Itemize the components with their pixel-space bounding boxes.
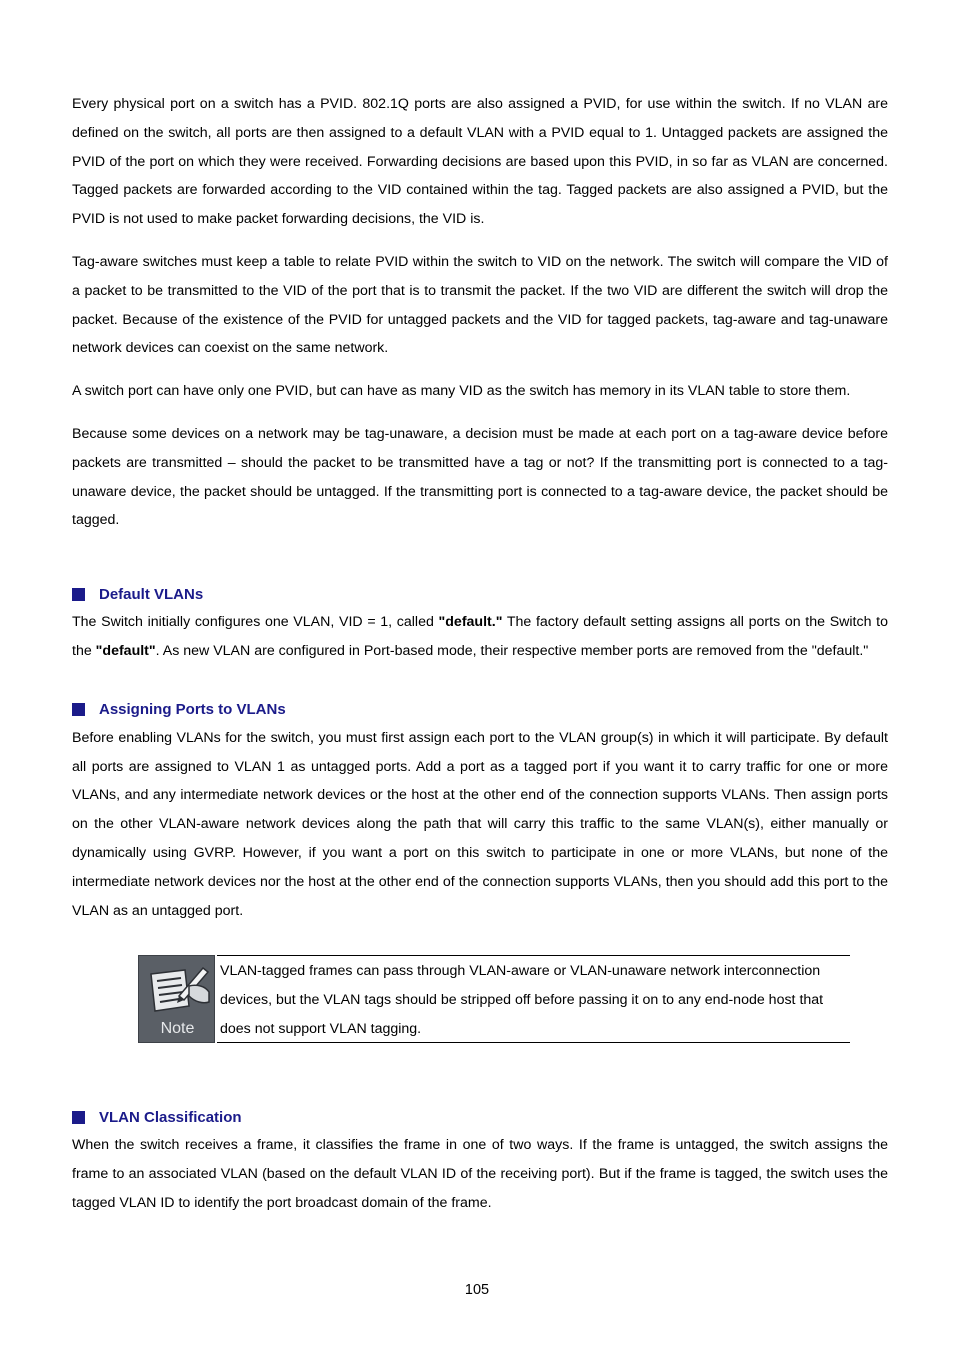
heading-vlan-classification (72, 1103, 888, 1131)
heading-assigning-ports-label: Assigning Ports to VLANs (99, 701, 286, 719)
heading-bullet-icon (72, 588, 85, 601)
default-vlans-bold-2: "default" (95, 642, 156, 659)
default-vlans-text-2: The factory default setting assigns all ports on the Switch to the (72, 614, 888, 659)
paragraph-assigning-ports: Before enabling VLANs for the switch, you must first assign each port to the VLAN group(s) in which it will participate. By default all ports are assigned to VLAN 1 as untagged ports. Add a port as a tagged port if you want it to carry traffic for one or more VLANs, and any intermediate network devices or the host at the other end of the connection supports VLANs. Then assign ports on the other VLAN-aware network devices along the path that will carry this traffic to the same VLAN(s), either manually or dynamically using GVRP. However, if you want a port on this switch to participate in one or more VLANs, but none of the intermediate network devices nor the host at the other end of the connection supports VLANs, then you should add this port to the VLAN as an untagged port. (72, 729, 888, 919)
default-vlans-text-3: . As new VLAN are configured in Port-based mode, their respective member ports are removed from the "default." (155, 642, 869, 659)
page-content (72, 90, 888, 1218)
note-text-container (217, 955, 850, 1043)
paragraph-switch-port: A switch port can have only one PVID, but can have as many VID as the switch has memory in its VLAN table to store them. (72, 383, 851, 400)
heading-assigning-ports (72, 696, 888, 724)
paragraph-tag-aware: Tag-aware switches must keep a table to relate PVID within the switch to VID on the network. The switch will compare the VID of a packet to be transmitted to the VID of the port that is to transmit the packet. If the two VID are different the switch will drop the packet. Because of the existence of the PVID for untagged packets and the VID for tagged packets, tag-aware and tag-unaware network devices can coexist on the same network. (72, 253, 888, 357)
page-number: 105 (464, 1282, 490, 1298)
default-vlans-bold-1: "default." (438, 614, 503, 631)
heading-default-vlans-label: Default VLANs (99, 585, 204, 603)
heading-vlan-classification-label: VLAN Classification (99, 1108, 242, 1126)
heading-default-vlans (72, 580, 888, 608)
note-box (138, 955, 850, 1043)
default-vlans-text-1: The Switch initially configures one VLAN, VID = 1, called (72, 614, 439, 631)
note-icon (138, 955, 215, 1043)
heading-bullet-icon (72, 703, 85, 716)
note-icon-label: Note (160, 1020, 195, 1038)
paragraph-vlan-classification: When the switch receives a frame, it classifies the frame in one of two ways. If the frame is untagged, the switch assigns the frame to an associated VLAN (based on the default VLAN ID of the receiving port). But if the frame is tagged, the switch uses the tagged VLAN ID to identify the port broadcast domain of the frame. (72, 1137, 888, 1211)
paragraph-pvid: Every physical port on a switch has a PVID. 802.1Q ports are also assigned a PVID, for use within the switch. If no VLAN are defined on the switch, all ports are then assigned to a default VLAN with a PVID equal to 1. Untagged packets are assigned the PVID of the port on which they were received. Forwarding decisions are based upon this PVID, in so far as VLAN are concerned. Tagged packets are forwarded according to the VID contained within the tag. Tagged packets are also assigned a PVID, but the PVID is not used to make packet forwarding decisions, the VID is. (72, 96, 888, 228)
note-text: VLAN-tagged frames can pass through VLAN-aware or VLAN-unaware network interconnection devices, but the VLAN tags should be stripped off before passing it on to any end-node host that does not support VLAN tagging. (220, 963, 824, 1037)
paragraph-tag-unaware: Because some devices on a network may be tag-unaware, a decision must be made at each port on a tag-aware device before packets are transmitted – should the packet to be transmitted have a tag or not? If the transmitting port is connected to a tag-unaware device, the packet should be untagged. If the transmitting port is connected to a tag-aware device, the packet should be tagged. (72, 425, 888, 529)
heading-bullet-icon (72, 1111, 85, 1124)
paragraph-default-vlans (72, 608, 888, 666)
